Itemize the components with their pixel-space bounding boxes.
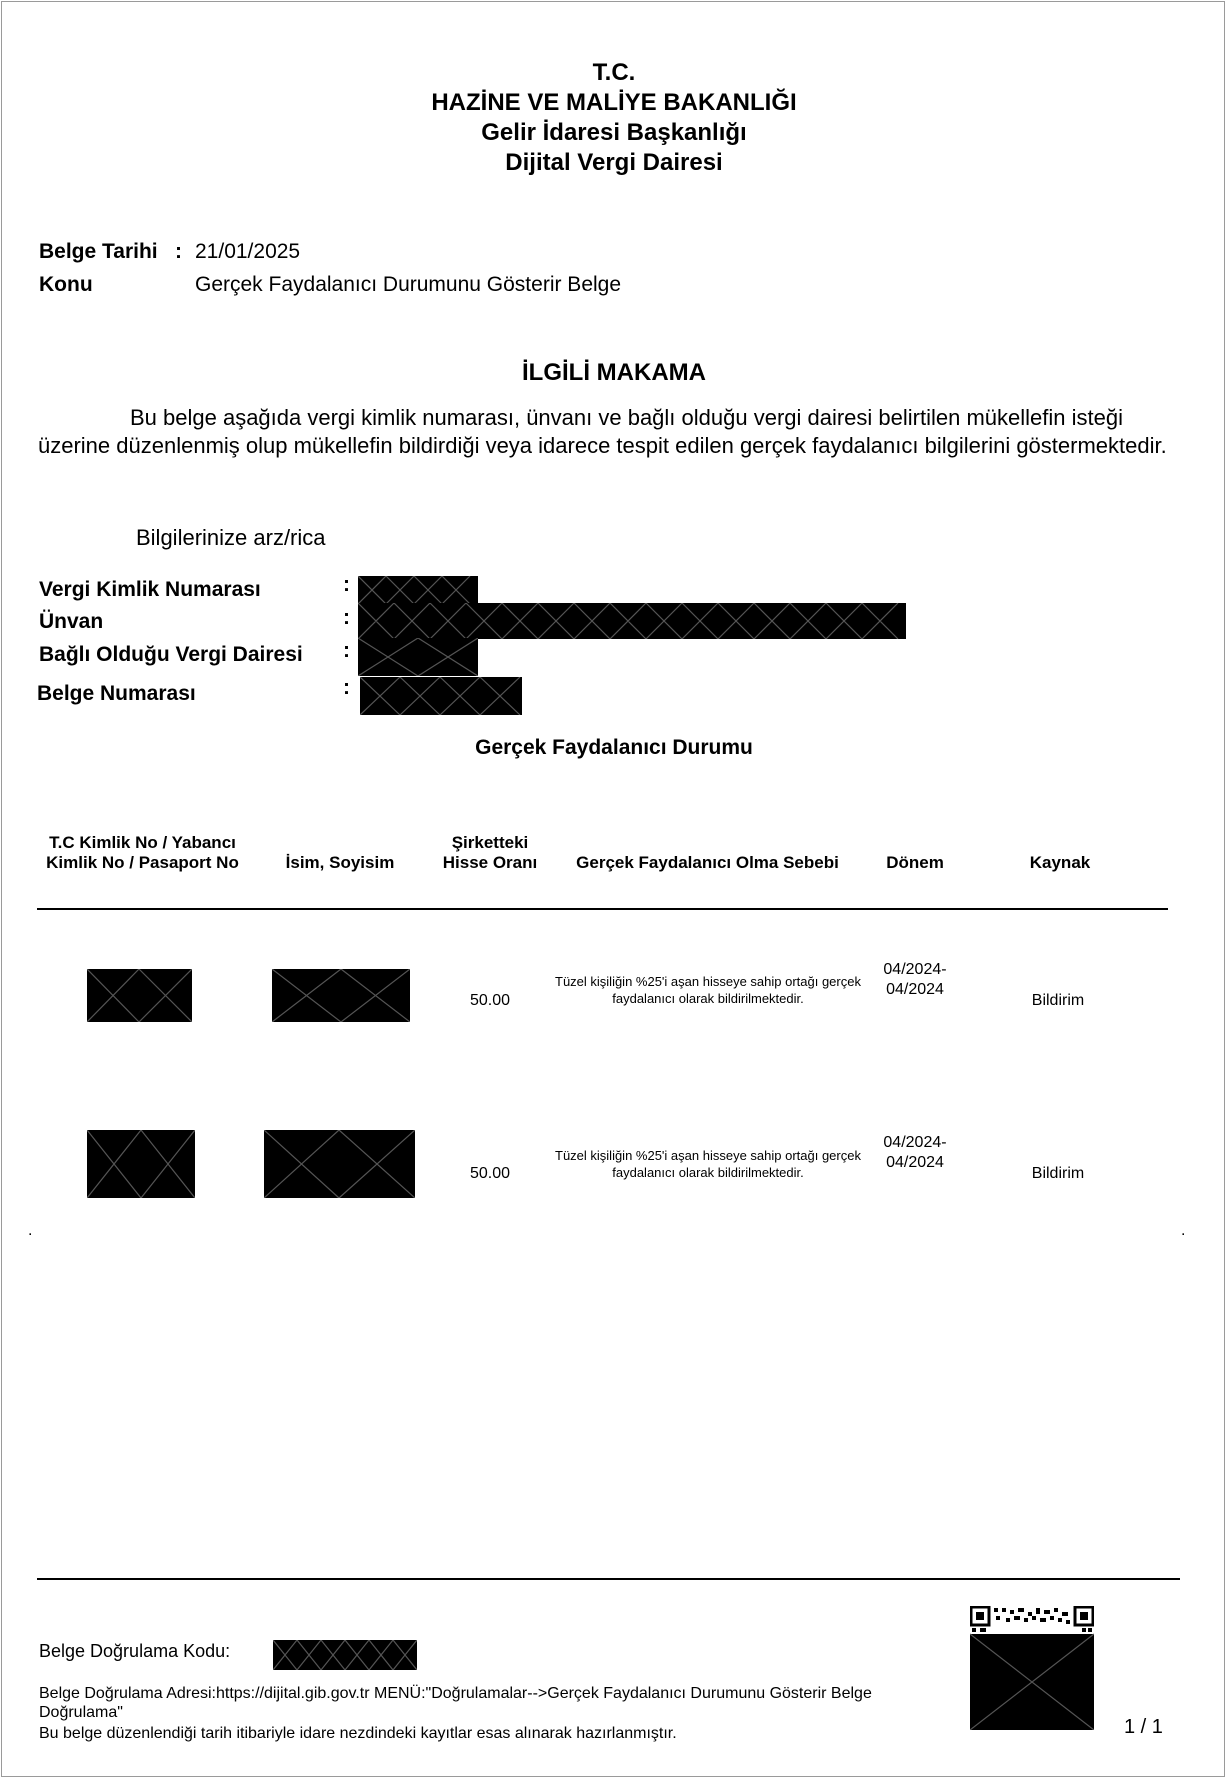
footer-note: Bu belge düzenlendiği tarih itibariyle idare nezdindeki kayıtlar esas alınarak hazırlanmıştır.: [39, 1725, 677, 1742]
share-value: 50.00: [469, 1165, 511, 1182]
dot-right: .: [1181, 1222, 1186, 1239]
footer-rule: [37, 1578, 1180, 1580]
source-value: Bildirim: [1031, 1165, 1085, 1182]
field-sep-tax-id: :: [343, 573, 350, 596]
field-sep-doc-no: :: [343, 676, 350, 699]
field-label-tax-office: Bağlı Olduğu Vergi Dairesi: [39, 643, 303, 666]
salutation: İLGİLİ MAKAMA: [522, 359, 706, 386]
th-name: İsim, Soyisim: [285, 853, 395, 872]
header-office: Dijital Vergi Dairesi: [505, 149, 723, 176]
field-label-title: Ünvan: [39, 610, 104, 633]
redacted-tax-office: [358, 638, 478, 676]
header-directorate: Gelir İdaresi Başkanlığı: [481, 119, 747, 146]
table-header-rule: [37, 908, 1168, 910]
redacted-title: [358, 603, 906, 639]
th-source: Kaynak: [1029, 853, 1091, 872]
dot-left: .: [28, 1222, 33, 1239]
period-value: 04/2024-04/2024: [883, 961, 947, 998]
redacted-tax-id: [358, 576, 478, 604]
subject-value: Gerçek Faydalanıcı Durumunu Gösterir Belge: [195, 273, 622, 296]
qr-code: [970, 1606, 1094, 1730]
page-number: 1 / 1: [1124, 1716, 1163, 1738]
subject-label: Konu: [39, 273, 93, 296]
date-value: 21/01/2025: [195, 240, 301, 263]
redacted-id-cell: [87, 969, 192, 1022]
redacted-id-cell: [87, 1130, 195, 1198]
field-label-tax-id: Vergi Kimlik Numarası: [39, 578, 261, 601]
th-id-number: T.C Kimlik No / Yabancı Kimlik No / Pasaport No: [46, 833, 239, 872]
closing-text: Bilgilerinize arz/rica: [136, 525, 326, 550]
redacted-name-cell: [272, 969, 410, 1022]
th-share: Şirketteki Hisse Oranı: [442, 833, 538, 872]
field-sep-tax-office: :: [343, 639, 350, 662]
body-paragraph: Bu belge aşağıda vergi kimlik numarası, ünvanı ve bağlı olduğu vergi dairesi belirtilen mükellefin isteği üzerine düzenlenmiş olup mükellefin bildirdiği veya idarece tespit edilen gerçek faydalanıcı bilgilerini göstermektedir.: [38, 405, 1167, 458]
period-value: 04/2024-04/2024: [883, 1134, 947, 1171]
share-value: 50.00: [469, 992, 511, 1009]
redacted-verify-code: [273, 1640, 417, 1670]
date-label: Belge Tarihi: [39, 240, 158, 263]
th-period: Dönem: [886, 853, 944, 872]
verify-code-label: Belge Doğrulama Kodu:: [39, 1641, 231, 1661]
field-label-doc-no: Belge Numarası: [37, 682, 196, 705]
verify-address: Belge Doğrulama Adresi:https://dijital.gib.gov.tr MENÜ:"Doğrulamalar-->Gerçek Faydalanıcı Durumunu Gösterir Belge Doğrulama": [39, 1685, 872, 1721]
header-tc: T.C.: [592, 59, 636, 86]
redacted-doc-no: [360, 677, 522, 715]
source-value: Bildirim: [1031, 992, 1085, 1009]
reason-value: Tüzel kişiliğin %25'i aşan hisseye sahip ortağı gerçek faydalanıcı olarak bildirilmektedir.: [555, 1148, 861, 1180]
th-reason: Gerçek Faydalanıcı Olma Sebebi: [576, 853, 839, 872]
page-border: [1, 1, 1225, 1777]
section-title: Gerçek Faydalanıcı Durumu: [475, 736, 753, 759]
header-ministry: HAZİNE VE MALİYE BAKANLIĞI: [431, 89, 797, 116]
field-sep-title: :: [343, 606, 350, 629]
redacted-name-cell: [264, 1130, 415, 1198]
date-separator: :: [175, 240, 182, 263]
reason-value: Tüzel kişiliğin %25'i aşan hisseye sahip ortağı gerçek faydalanıcı olarak bildirilmektedir.: [555, 974, 861, 1006]
